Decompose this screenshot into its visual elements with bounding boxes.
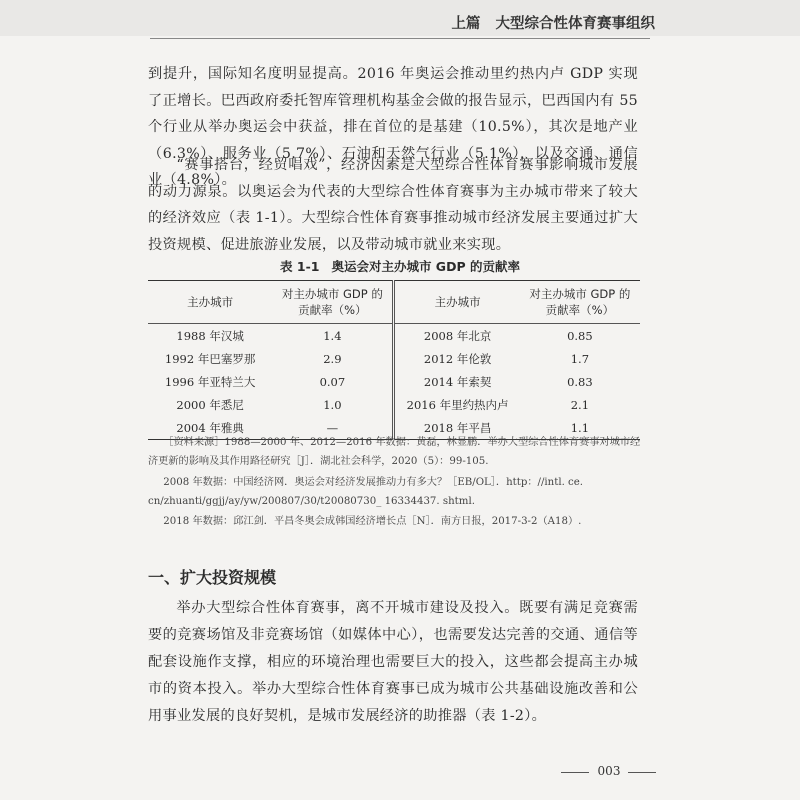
source-note-2	[148, 473, 643, 511]
cell-left-value: 1.4	[272, 324, 394, 348]
cell-left-value: 1.0	[272, 393, 394, 416]
footer-rule-right	[628, 772, 656, 773]
cell-left-city: 2004 年雅典	[176, 420, 244, 435]
table-row	[148, 324, 640, 348]
table-row	[148, 393, 640, 416]
table-row	[148, 347, 640, 370]
cell-right-city: 2008 年北京	[423, 328, 492, 343]
cell-left-city: 2000 年悉尼	[176, 397, 244, 412]
header-city-left: 主办城市	[148, 281, 272, 324]
section-heading: 一、扩大投资规模	[148, 568, 277, 587]
cell-left-city: 1988 年汉城	[176, 328, 244, 343]
cell-right-value: 1.1	[570, 420, 590, 435]
cell-left-city: 1992 年巴塞罗那	[164, 351, 256, 366]
running-header	[451, 12, 655, 33]
cell-right-city: 2018 年平昌	[423, 420, 492, 435]
gdp-contribution-table	[148, 280, 640, 440]
cell-right-city: 2016 年里约热内卢	[406, 397, 509, 412]
page-number: 003	[597, 764, 621, 778]
source-note-3	[148, 512, 643, 531]
header-value-right: 对主办城市 GDP 的贡献率（%）	[520, 281, 640, 324]
header-chapter-title: 大型综合性体育赛事组织	[495, 16, 655, 32]
table-caption	[0, 257, 800, 275]
header-city-right: 主办城市	[394, 281, 520, 324]
source-note-1	[148, 433, 643, 471]
footer-rule-left	[561, 772, 589, 773]
cell-right-value: 2.1	[570, 397, 590, 412]
cell-right-value: 1.7	[570, 351, 590, 366]
cell-left-city: 1996 年亚特兰大	[164, 374, 256, 389]
paragraph-1: 到提升，国际知名度明显提高。2016 年奥运会推动里约热内卢 GDP 实现了正增长。巴西政府委托智库管理机构基金会做的报告显示，巴西国内有 55 个行业从举办奥运会中获益，排在首位的是基建（10.5%），其次是地产业（6.3%）、服务业（5.7%）、石油和天然气行业（5.1%），以及交通、通信业（4.8%）。	[148, 66, 638, 188]
table-row	[148, 370, 640, 393]
header-rule	[150, 38, 650, 39]
cell-right-city: 2014 年索契	[423, 374, 492, 389]
paragraph-2: “赛事搭台，经贸唱戏”，经济因素是大型综合性体育赛事影响城市发展的动力源泉。以奥运会为代表的大型综合性体育赛事为主办城市带来了较大的经济效应（表 1-1）。大型综合性体育赛事推动城市经济发展主要通过扩大投资规模、促进旅游业发展，以及带动城市就业来实现。	[148, 157, 638, 253]
cell-right-value: 0.85	[567, 328, 593, 343]
source-note-2-text: 2008 年数据：中国经济网．奥运会对经济发展推动力有多大？［EB/OL］．http：//intl. ce. cn/zhuanti/ggjj/ay/yw/200807/30/t20080730_ 16334437. shtml.	[148, 477, 584, 507]
cell-right-value: 0.83	[567, 374, 593, 389]
paragraph-3: 举办大型综合性体育赛事，离不开城市建设及投入。既要有满足竞赛需要的竞赛场馆及非竞赛场馆（如媒体中心），也需要发达完善的交通、通信等配套设施作支撑，相应的环境治理也需要巨大的投入，这些都会提高主办城市的资本投入。举办大型综合性体育赛事已成为城市公共基础设施改善和公用事业发展的良好契机，是城市发展经济的助推器（表 1-2）。	[148, 600, 638, 724]
header-value-left: 对主办城市 GDP 的贡献率（%）	[272, 281, 394, 324]
cell-left-value: 2.9	[272, 347, 394, 370]
cell-left-value: —	[272, 416, 394, 440]
table-title: 奥运会对主办城市 GDP 的贡献率	[331, 259, 520, 274]
source-note-3-text: 2018 年数据：邱江剑．平昌冬奥会成韩国经济增长点［N］．南方日报，2017-3-2（A18）.	[163, 516, 582, 527]
header-band	[0, 0, 800, 36]
table-number: 表 1-1	[280, 259, 320, 274]
table-header-row	[148, 281, 640, 324]
source-note-1-text: ［资料来源］1988—2000 年、2012—2016 年数据：黄磊，林显鹏．举办大型综合性体育赛事对城市经济更新的影响及其作用路径研究［J］．湖北社会科学，2020（5）：99-105.	[148, 437, 641, 467]
header-part: 上篇	[451, 16, 481, 32]
cell-right-city: 2012 年伦敦	[423, 351, 492, 366]
cell-left-value: 0.07	[272, 370, 394, 393]
